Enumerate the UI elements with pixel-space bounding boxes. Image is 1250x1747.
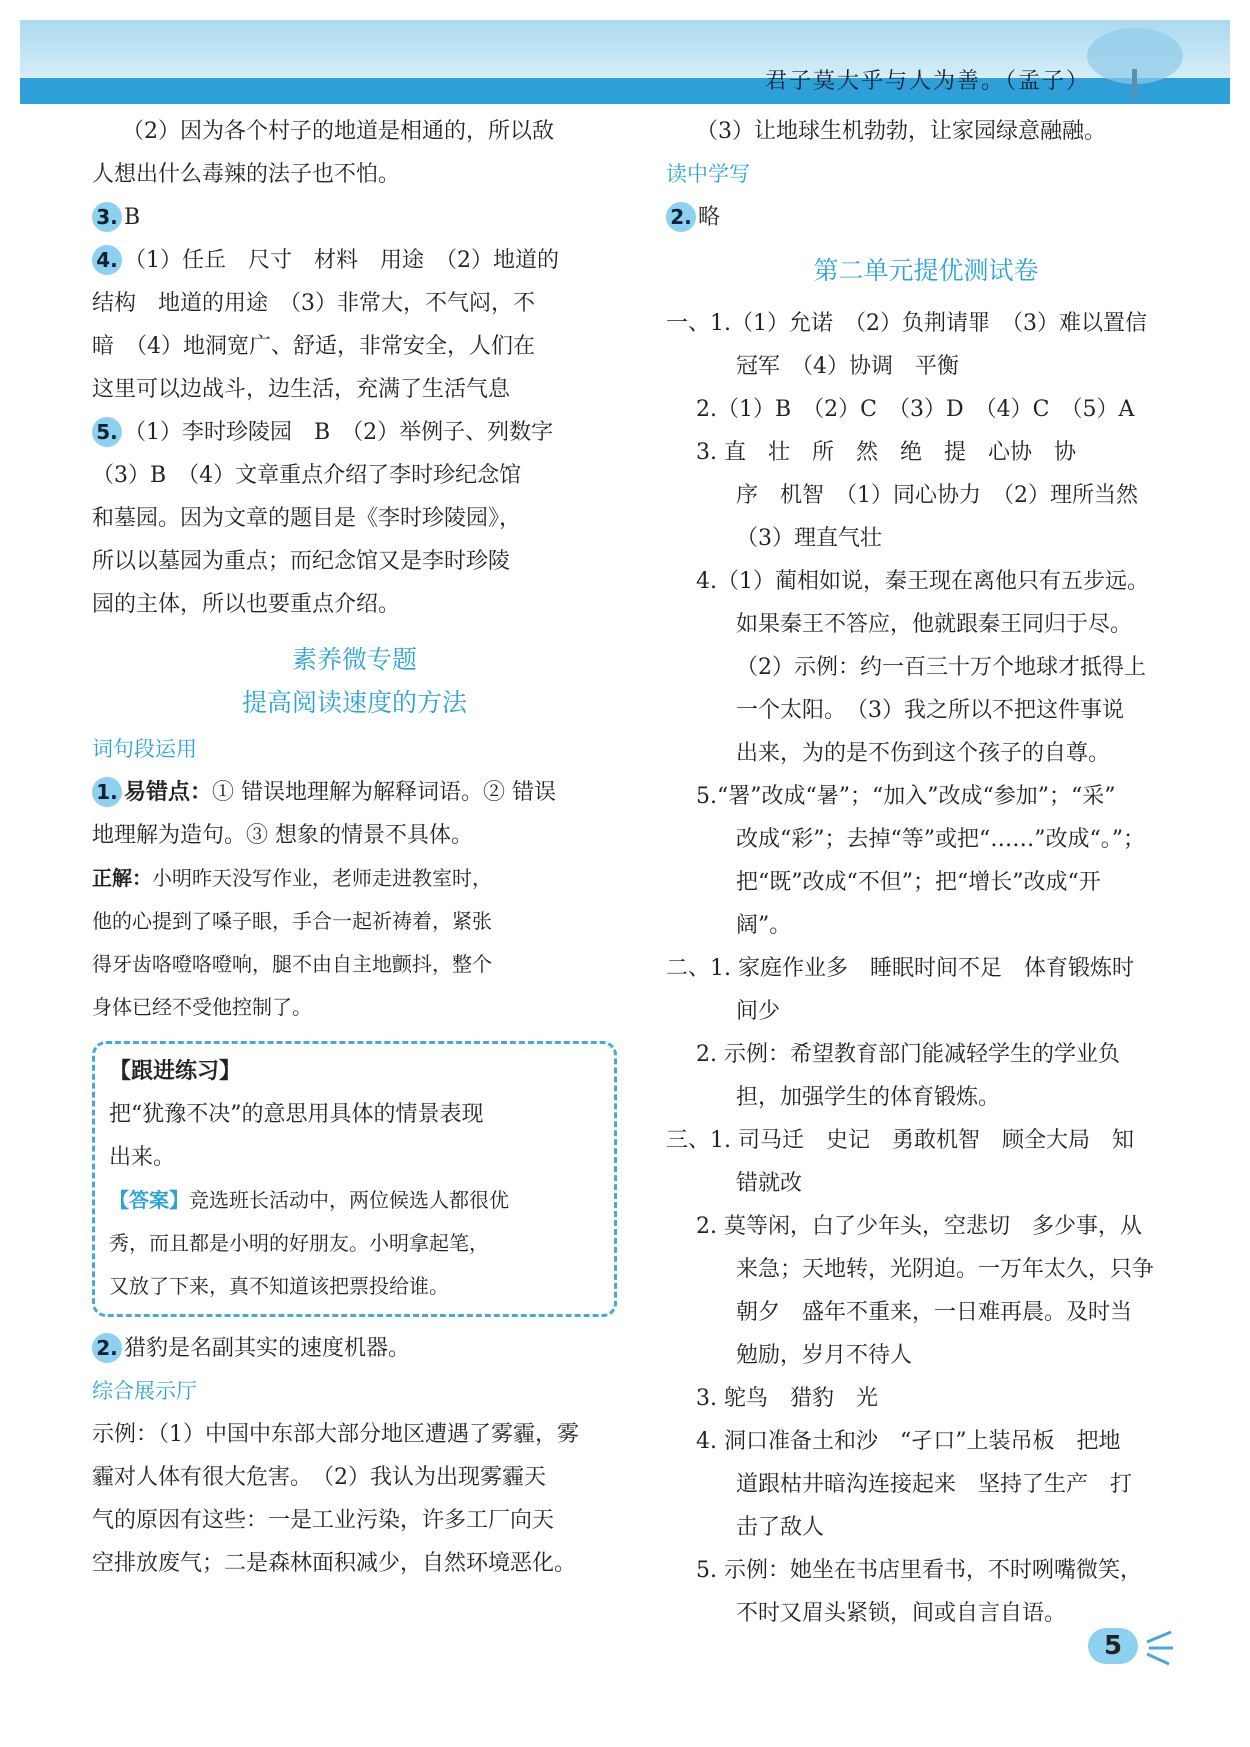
show-line: 霾对人体有很大危害。 （2）我认为出现雾霾天 — [92, 1465, 546, 1490]
answer-line: 猎豹是名副其实的速度机器。 — [124, 1336, 411, 1361]
error-text: 地理解为造句。③ 想象的情景不具体。 — [92, 823, 473, 848]
answer-line: 来急；天地转，光阴迫。一万年太久，只争 — [736, 1257, 1155, 1282]
answer-line: 园的主体，所以也要重点介绍。 — [92, 592, 401, 617]
answer-line: 阔”。 — [736, 913, 792, 938]
answer-line: 勉励，岁月不待人 — [736, 1343, 913, 1368]
answer-line: 暗 （4）地洞宽广、舒适，非常安全，人们在 — [92, 334, 535, 359]
correct-label: 正解： — [92, 866, 152, 890]
error-text: ① 错误地理解为解释词语。② 错误 — [212, 780, 557, 805]
show-line: 气的原因有这些：一是工业污染，许多工厂向天 — [92, 1508, 555, 1533]
practice-box — [92, 1041, 617, 1317]
answer-line: 5.“署”改成“暑”；“加入”改成“参加”；“采” — [696, 784, 1116, 809]
tree-icon — [1080, 24, 1190, 104]
left-column — [92, 110, 617, 1585]
answer-line: 把“既”改成“不但”；把“增长”改成“开 — [736, 870, 1101, 895]
show-line: 空排放废气；二是森林面积减少，自然环境恶化。 — [92, 1551, 577, 1576]
answer-line: 略 — [698, 205, 721, 230]
box-title: 【跟进练习】 — [109, 1059, 242, 1084]
answer-line: （1）李时珍陵园 B （2）举例子、列数字 — [124, 420, 554, 445]
question-number: 2. — [92, 1333, 122, 1363]
answer-line: （2）示例：约一百三十万个地球才抵得上 — [736, 655, 1146, 680]
answer-line: 2. 莫等闲，白了少年头，空悲切 多少事，从 — [696, 1214, 1142, 1239]
answer-line: B — [124, 205, 141, 230]
question-number: 4. — [92, 245, 122, 275]
answer-line: 间少 — [736, 999, 781, 1024]
answer-line: （1）任丘 尺寸 材料 用途 （2）地道的 — [124, 248, 559, 273]
question-number: 3. — [92, 202, 122, 232]
answer-line: （3）理直气壮 — [736, 526, 882, 551]
answer-line: 朝夕 盛年不重来，一日难再晨。及时当 — [736, 1300, 1133, 1325]
box-answer: 竞选班长活动中，两位候选人都很优 — [189, 1188, 509, 1212]
correct-line: 身体已经不受他控制了。 — [92, 995, 312, 1019]
answer-line: 2.（1）B （2）C （3）D （4）C （5）A — [696, 397, 1135, 422]
answer-line: 不时又眉头紧锁，间或自言自语。 — [736, 1601, 1067, 1626]
question-number: 1. — [92, 777, 122, 807]
topic-title: 素养微专题 — [291, 645, 417, 674]
section-heading: 综合展示厅 — [92, 1379, 197, 1403]
question-number: 5. — [92, 417, 122, 447]
section-heading: 词句段运用 — [92, 737, 197, 761]
answer-line: 如果秦王不答应，他就跟秦王同归于尽。 — [736, 612, 1133, 637]
answer-line: 出来，为的是不伤到这个孩子的自尊。 — [736, 741, 1111, 766]
sun-rays-icon — [1145, 1628, 1175, 1668]
show-line: 示例：（1）中国中东部大部分地区遭遇了雾霾，雾 — [92, 1422, 579, 1447]
answer-line: 担，加强学生的体育锻炼。 — [736, 1085, 1001, 1110]
answer-line: 三、1. 司马迁 史记 勇敢机智 顾全大局 知 — [666, 1128, 1134, 1153]
answer-line: 4. 洞口准备土和沙 “孑口”上装吊板 把地 — [696, 1429, 1121, 1454]
answer-line: 结构 地道的用途 （3）非常大，不气闷，不 — [92, 291, 535, 316]
answer-line: 一、1.（1）允诺 （2）负荆请罪 （3）难以置信 — [666, 311, 1147, 336]
answer-line: 序 机智 （1）同心协力 （2）理所当然 — [736, 483, 1138, 508]
box-answer: 秀，而且都是小明的好朋友。小明拿起笔， — [109, 1231, 489, 1255]
answer-line: 2. 示例：希望教育部门能减轻学生的学业负 — [696, 1042, 1120, 1067]
box-question: 出来。 — [109, 1145, 176, 1170]
answer-line: 4.（1）蔺相如说，秦王现在离他只有五步远。 — [696, 569, 1149, 594]
topic-subtitle: 提高阅读速度的方法 — [241, 688, 467, 717]
unit-title: 第二单元提优测试卷 — [813, 256, 1039, 285]
correct-line: 他的心提到了嗓子眼，手合一起祈祷着，紧张 — [92, 909, 492, 933]
correct-line: 小明昨天没写作业，老师走进教室时， — [152, 866, 492, 890]
page-number: 5 — [1088, 1628, 1138, 1664]
answer-line: 这里可以边战斗，边生活，充满了生活气息 — [92, 377, 511, 402]
answer-line: 3. 直 壮 所 然 绝 提 心协 协 — [696, 440, 1076, 465]
right-column: （3）让地球生机勃勃，让家园绿意融融。 读中学写 2. 略 第二单元提优测试卷 一、1.（1）允诺 （2）负荆请罪 （3）难以置信 冠军 （4）协调 平衡 2.（1）B （2）C （3）D （4）C （5）A 3. 直 壮 所 然 绝 提 心协 协 序 机智 （1）同心协力 （2）理所当然 （3）理直气壮 4.（1）蔺相如说，秦王现在离他只有五步远。 如果秦王不答应，他就跟秦王同归于尽。 （2）示例：约一百三十万个地球才抵得上 一个太阳。 （3）我之所以不把这件事说 出来，为的是不伤到这个孩子的自尊。 5.“署”改成“暑”；“加入”改成“参加”；“采” 改成“彩”；去掉“等”或把“……”改成“。”； 把“既”改成“不但”；把“增长”改成“开 阔”。 二、1. 家庭作业多 睡眠时间不足 体育锻炼时 间少 2. 示例：希望教育部门能减轻学生的学业负 担，加强学生的体育锻炼。 三、1. 司马迁 史记 勇敢机智 顾全大局 知 错就改 2. 莫等闲，白了少年头，空悲切 多少事，从 来急；天地转，光阴迫。一万年太久，只争 朝夕 盛年不重来，一日难再晨。及时当 勉励，岁月不待人 3. 鸵鸟 猎豹 光 4. 洞口准备土和沙 “孑口”上装吊板 把地 道跟枯井暗沟连接起来 坚持了生产 打 击了敌人 5. 示例：她坐在书店里看书，不时咧嘴微笑， 不时又眉头紧锁，间或自言自语。 — [666, 110, 1186, 1635]
box-answer-label: 【答案】 — [109, 1188, 189, 1212]
error-label: 易错点： — [124, 780, 213, 805]
header-motto: 君子莫大乎与人为善。（孟子） — [764, 69, 1090, 94]
answer-line: （3）B （4）文章重点介绍了李时珍纪念馆 — [92, 463, 522, 488]
answer-line: 5. 示例：她坐在书店里看书，不时咧嘴微笑， — [696, 1558, 1142, 1583]
box-question: 把“犹豫不决”的意思用具体的情景表现 — [109, 1102, 484, 1127]
answer-line: 人想出什么毒辣的法子也不怕。 — [92, 162, 401, 187]
answer-line: 冠军 （4）协调 平衡 — [736, 354, 959, 379]
answer-line: 二、1. 家庭作业多 睡眠时间不足 体育锻炼时 — [666, 956, 1134, 981]
box-answer: 又放了下来，真不知道该把票投给谁。 — [109, 1274, 449, 1298]
answer-line: 改成“彩”；去掉“等”或把“……”改成“。”； — [736, 827, 1145, 852]
answer-line: 道跟枯井暗沟连接起来 坚持了生产 打 — [736, 1472, 1133, 1497]
answer-line: （2）因为各个村子的地道是相通的，所以敌 — [122, 119, 554, 144]
answer-line: 3. 鸵鸟 猎豹 光 — [696, 1386, 878, 1411]
answer-line: 和墓园。因为文章的题目是《李时珍陵园》， — [92, 506, 522, 531]
answer-line: 击了敌人 — [736, 1515, 825, 1540]
answer-line: 错就改 — [736, 1171, 803, 1196]
answer-line: （3）让地球生机勃勃，让家园绿意融融。 — [696, 119, 1106, 144]
section-heading: 读中学写 — [666, 162, 750, 186]
answer-line: 所以以墓园为重点；而纪念馆又是李时珍陵 — [92, 549, 511, 574]
correct-line: 得牙齿咯噔咯噔响，腿不由自主地颤抖，整个 — [92, 952, 492, 976]
header-banner — [20, 20, 1230, 104]
answer-line: 一个太阳。 （3）我之所以不把这件事说 — [736, 698, 1124, 723]
